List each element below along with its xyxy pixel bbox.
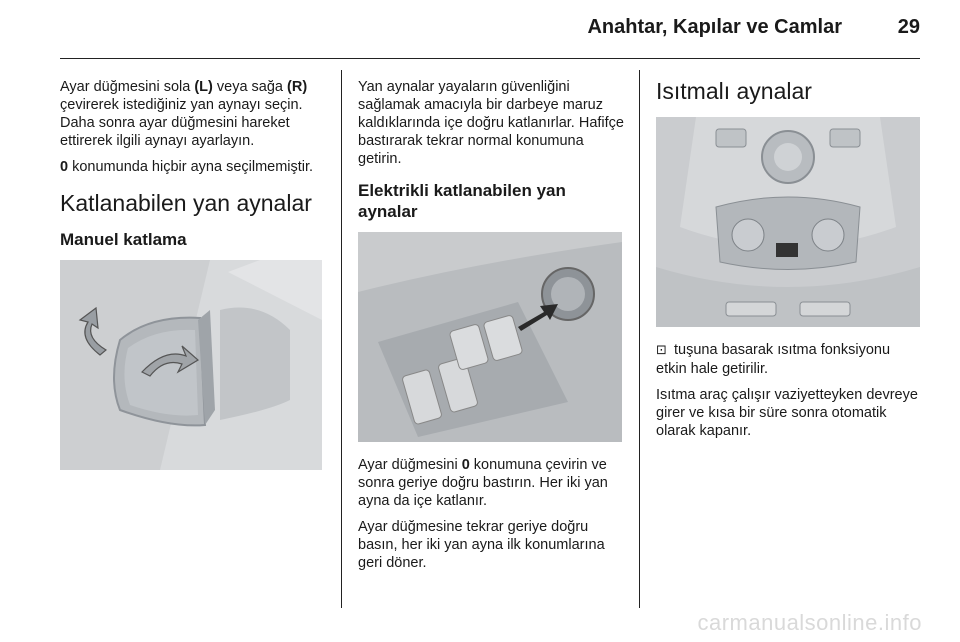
page-number: 29 [897,16,920,38]
text-run: Ayar düğmesini [358,457,462,473]
paragraph-zero-position [60,158,330,176]
console-drawing [656,117,920,327]
text-run: Ayar düğmesini sola [60,79,195,95]
header-divider [60,58,920,59]
column-1 [60,78,330,470]
text-run: konumunda hiçbir ayna seçilmemiştir. [68,159,314,175]
column-divider-1 [341,70,342,608]
watermark: carmanualsonline.info [697,610,922,635]
manual-folding-illustration [60,260,322,470]
paragraph-heated-auto-off: Isıtma araç çalışır vaziyetteyken devreye girer ve kısa bir süre sonra otomatik olarak kapanır. [656,387,918,439]
heading-folding-mirrors: Katlanabilen yan aynalar [60,190,312,216]
column-divider-2 [639,70,640,608]
center-console-illustration [656,117,920,327]
label-zero: 0 [60,159,69,175]
text-run: tuşuna basarak ısıtma fonksiyonu etkin hale getirilir. [656,342,891,377]
paragraph-pedestrian-safety: Yan aynalar yayaların güvenliğini sağlamak amacıyla bir darbeye maruz kaldıklarında içe doğru katlanırlar. Hafifçe bastırarak tekrar normal konumuna getirin. [358,79,624,167]
paragraph-heated-button [656,341,922,378]
column-3 [656,78,922,448]
paragraph-fold-instruction [358,456,626,510]
text-run: konumuna çevirin ve sonra geriye doğru bastırın. Her iki yan ayna da içe katlanır. [358,457,608,509]
paragraph-mirror-select [60,78,330,150]
heading-heated-mirrors: Isıtmalı aynalar [656,78,812,104]
column-2 [358,78,626,580]
page-header-title: Anahtar, Kapılar ve Camlar [587,16,842,38]
text-run: veya sağa [212,79,288,95]
text-run: çevirerek istediğiniz yan aynayı seçin. Daha sonra ayar düğmesini hareket ettirerek ilgili aynayı ayarlayın. [60,97,303,149]
electric-folding-illustration [358,232,622,442]
subheading-manual-folding: Manuel katlama [60,230,187,249]
heated-mirror-icon: ⊡ [656,343,667,358]
door-switch-drawing [358,232,622,442]
label-right: (R) [287,79,308,95]
label-left: (L) [194,79,213,95]
label-zero: 0 [461,457,470,473]
paragraph-unfold-instruction: Ayar düğmesine tekrar geriye doğru basın, her iki yan ayna ilk konumlarına geri döner. [358,519,605,571]
mirror-fold-drawing [60,260,322,470]
heading-electric-folding: Elektrikli katlanabilen yan aynalar [358,181,566,221]
